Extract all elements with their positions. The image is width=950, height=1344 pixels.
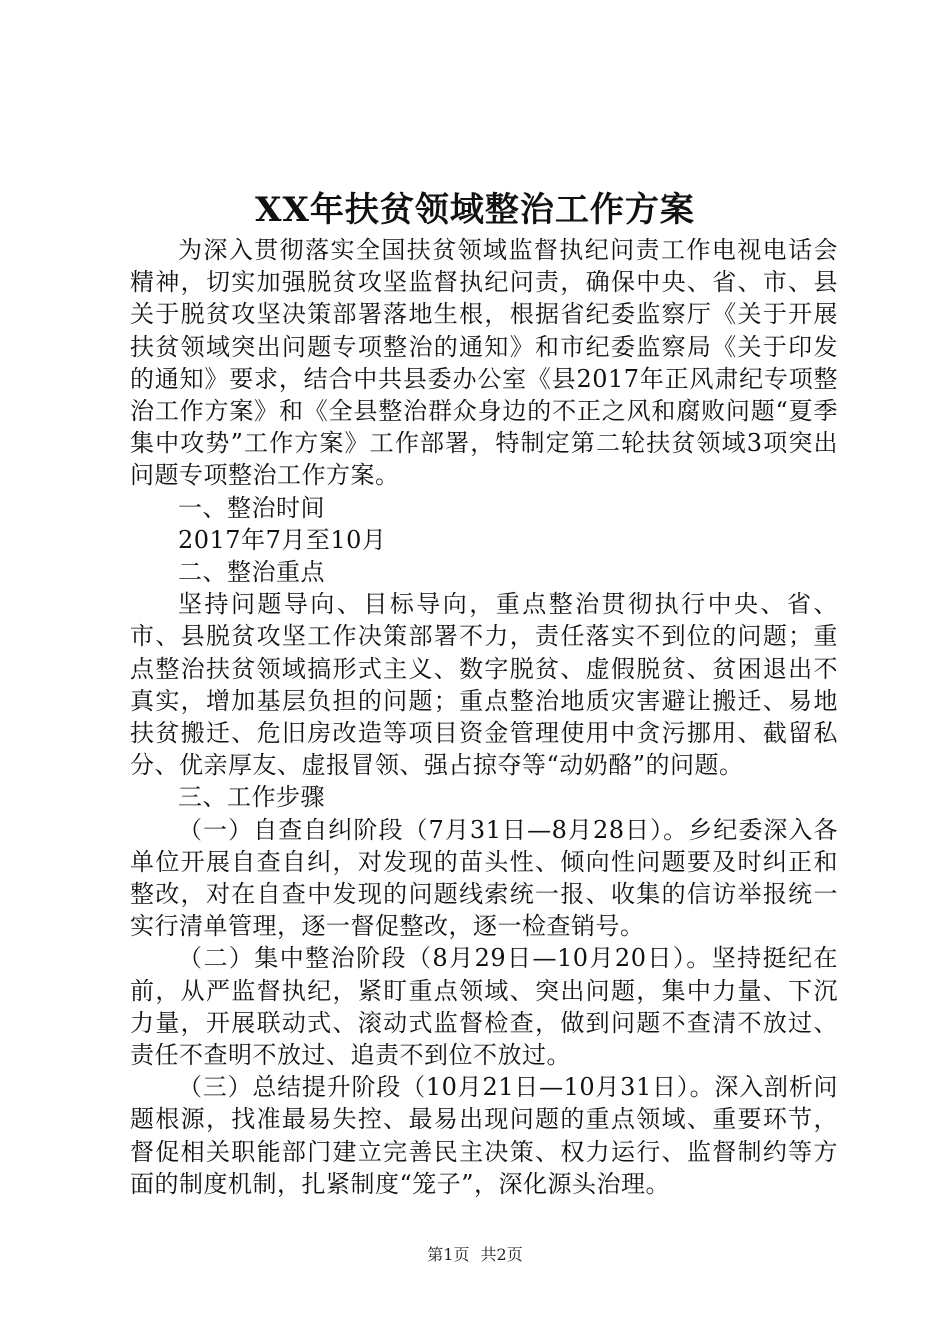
section-heading-steps: 三、工作步骤 [178, 783, 325, 812]
document-title: XX年扶贫领域整治工作方案 [255, 190, 695, 230]
document-body [130, 234, 838, 1200]
page-total: 共2页 [480, 1245, 523, 1264]
step-two-paragraph: （二）集中整治阶段（8月29日—10月20日）。坚持挺纪在前，从严监督执纪，紧盯重点领域、突出问题，集中力量、下沉力量，开展联动式、滚动式监督检查，做到问题不查清不放过、责任不查明不放过、追责不到位不放过。 [130, 944, 838, 1070]
time-range-text: 2017年7月至10月 [178, 525, 387, 554]
page-number: 第1页 [427, 1245, 470, 1264]
page-footer [0, 1243, 950, 1267]
step-one-paragraph: （一）自查自纠阶段（7月31日—8月28日）。乡纪委深入各单位开展自查自纠，对发现的苗头性、倾向性问题要及时纠正和整改，对在自查中发现的问题线索统一报、收集的信访举报统一实行清单管理，逐一督促整改，逐一检查销号。 [130, 815, 838, 941]
step-three-paragraph: （三）总结提升阶段（10月21日—10月31日）。深入剖析问题根源，找准最易失控、最易出现问题的重点领域、重要环节，督促相关职能部门建立完善民主决策、权力运行、监督制约等方面的制度机制，扎紧制度“笼子”，深化源头治理。 [130, 1073, 838, 1198]
section-heading-time: 一、整治时间 [178, 493, 325, 522]
intro-paragraph: 为深入贯彻落实全国扶贫领域监督执纪问责工作电视电话会精神，切实加强脱贫攻坚监督执纪问责，确保中央、省、市、县关于脱贫攻坚决策部署落地生根，根据省纪委监察厅《关于开展扶贫领域突出问题专项整治的通知》和市纪委监察局《关于印发的通知》要求，结合中共县委办公室《县2017年正风肃纪专项整治工作方案》和《全县整治群众身边的不正之风和腐败问题“夏季集中攻势”工作方案》工作部署，特制定第二轮扶贫领域3项突出问题专项整治工作方案。 [130, 236, 838, 490]
focus-paragraph: 坚持问题导向、目标导向，重点整治贯彻执行中央、省、市、县脱贫攻坚工作决策部署不力，责任落实不到位的问题；重点整治扶贫领域搞形式主义、数字脱贫、虚假脱贫、贫困退出不真实，增加基层负担的问题；重点整治地质灾害避让搬迁、易地扶贫搬迁、危旧房改造等项目资金管理使用中贪污挪用、截留私分、优亲厚友、虚报冒领、强占掠夺等“动奶酪”的问题。 [130, 590, 838, 780]
section-heading-focus: 二、整治重点 [178, 558, 325, 587]
